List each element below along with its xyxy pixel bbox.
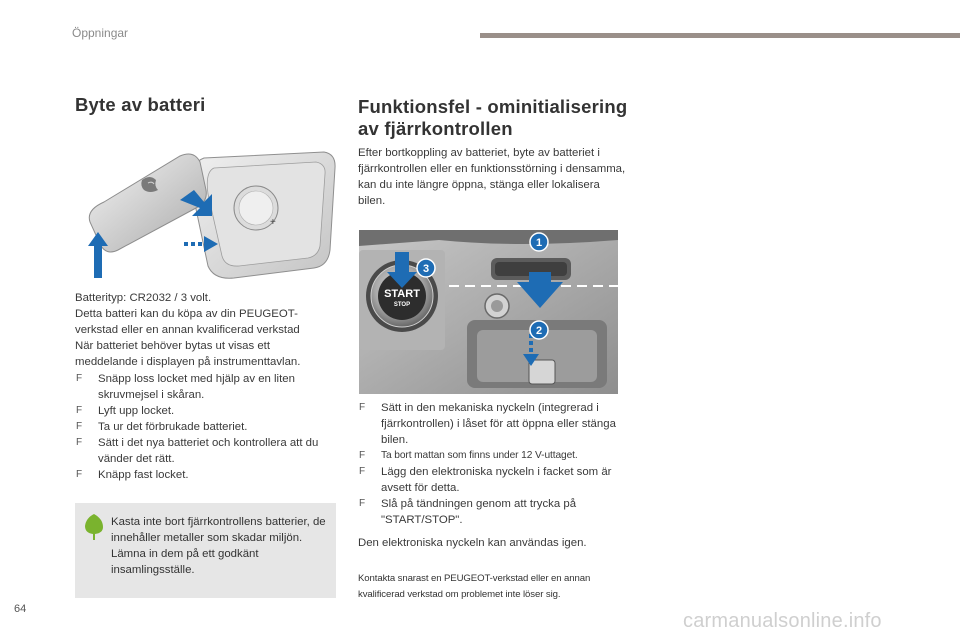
bullet-icon: F [359, 402, 366, 413]
battery-type-line: Batterityp: CR2032 / 3 volt. [75, 292, 212, 304]
bullet-icon: F [359, 450, 366, 461]
contact-text: Kontakta snarast en PEUGEOT-verkstad eller en annan kvalificerad verkstad om problemet inte löser sig. [358, 573, 591, 600]
battery-message-line-2: meddelande i displayen på instrumenttavlan. [75, 356, 301, 368]
bullet-icon: F [359, 466, 366, 477]
battery-plus-mark: + [270, 217, 276, 228]
start-label: START [384, 288, 420, 300]
reinit-intro: Efter bortkoppling av batteriet, byte av batteriet i fjärrkontrollen eller en funktionsstörning i densamma, kan du inte längre öppna, stänga eller lokalisera bilen. [358, 147, 626, 207]
list-item: F Lyft upp locket. [76, 405, 175, 417]
list-item: F Ta bort mattan som finns under 12 V-uttaget. [358, 448, 623, 464]
battery-purchase-line-2: verkstad eller en annan kvalificerad verkstad [75, 324, 300, 336]
right-heading-line-2: av fjärrkontrollen [358, 118, 513, 139]
bullet-icon: F [359, 498, 366, 509]
reinit-steps [358, 400, 623, 528]
callout-1 [530, 233, 548, 251]
list-item: F Snäpp loss locket med hjälp av en liten skruvmejsel i skåran. [76, 373, 295, 401]
bullet-icon: F [76, 469, 83, 480]
watermark: carmanualsonline.info [683, 610, 882, 632]
left-heading: Byte av batteri [75, 94, 206, 115]
list-item: F Sätt i det nya batteriet och kontrollera att du vänder det rätt. [76, 437, 319, 465]
bullet-icon: F [76, 405, 83, 416]
page-number: 64 [14, 603, 27, 615]
battery-steps [75, 371, 337, 483]
battery-purchase-line-1: Detta batteri kan du köpa av din PEUGEOT- [75, 308, 298, 320]
list-item: F Ta ur det förbrukade batteriet. [76, 421, 248, 433]
header-bar [480, 33, 960, 38]
svg-text:1: 1 [535, 237, 543, 249]
battery-message-line-1: När batteriet behöver bytas ut visas ett [75, 340, 271, 352]
list-item: F Lägg den elektroniska nyckeln i facket som är avsett för detta. [359, 466, 612, 494]
key-fob-illustration [84, 150, 339, 280]
section-title: Öppningar [72, 26, 129, 40]
dashboard-illustration [359, 230, 618, 394]
bullet-icon: F [76, 437, 83, 448]
right-heading [358, 96, 658, 140]
environment-note [75, 503, 336, 598]
environment-note-text: Kasta inte bort fjärrkontrollens batterier, de innehåller metaller som skadar miljön. Lämna in dem på ett godkänt insamlingsställe. [111, 516, 326, 576]
environment-leaf-icon [83, 513, 105, 541]
list-item: F Knäpp fast locket. [76, 469, 189, 481]
battery-info [75, 290, 337, 370]
list-item: F Slå på tändningen genom att trycka på "START/STOP". [359, 498, 577, 526]
callout-2 [530, 321, 548, 339]
bullet-icon: F [76, 373, 83, 384]
svg-text:3: 3 [422, 263, 430, 275]
svg-text:2: 2 [535, 325, 543, 337]
callout-3 [417, 259, 435, 277]
right-heading-line-1: Funktionsfel - ominitialisering [358, 96, 628, 117]
closing-text: Den elektroniska nyckeln kan användas igen. [358, 537, 587, 549]
list-item: F Sätt in den mekaniska nyckeln (integrerad i fjärrkontrollen) i låset för att öppna eller stänga bilen. [359, 402, 616, 446]
bullet-icon: F [76, 421, 83, 432]
stop-label: STOP [393, 302, 411, 308]
